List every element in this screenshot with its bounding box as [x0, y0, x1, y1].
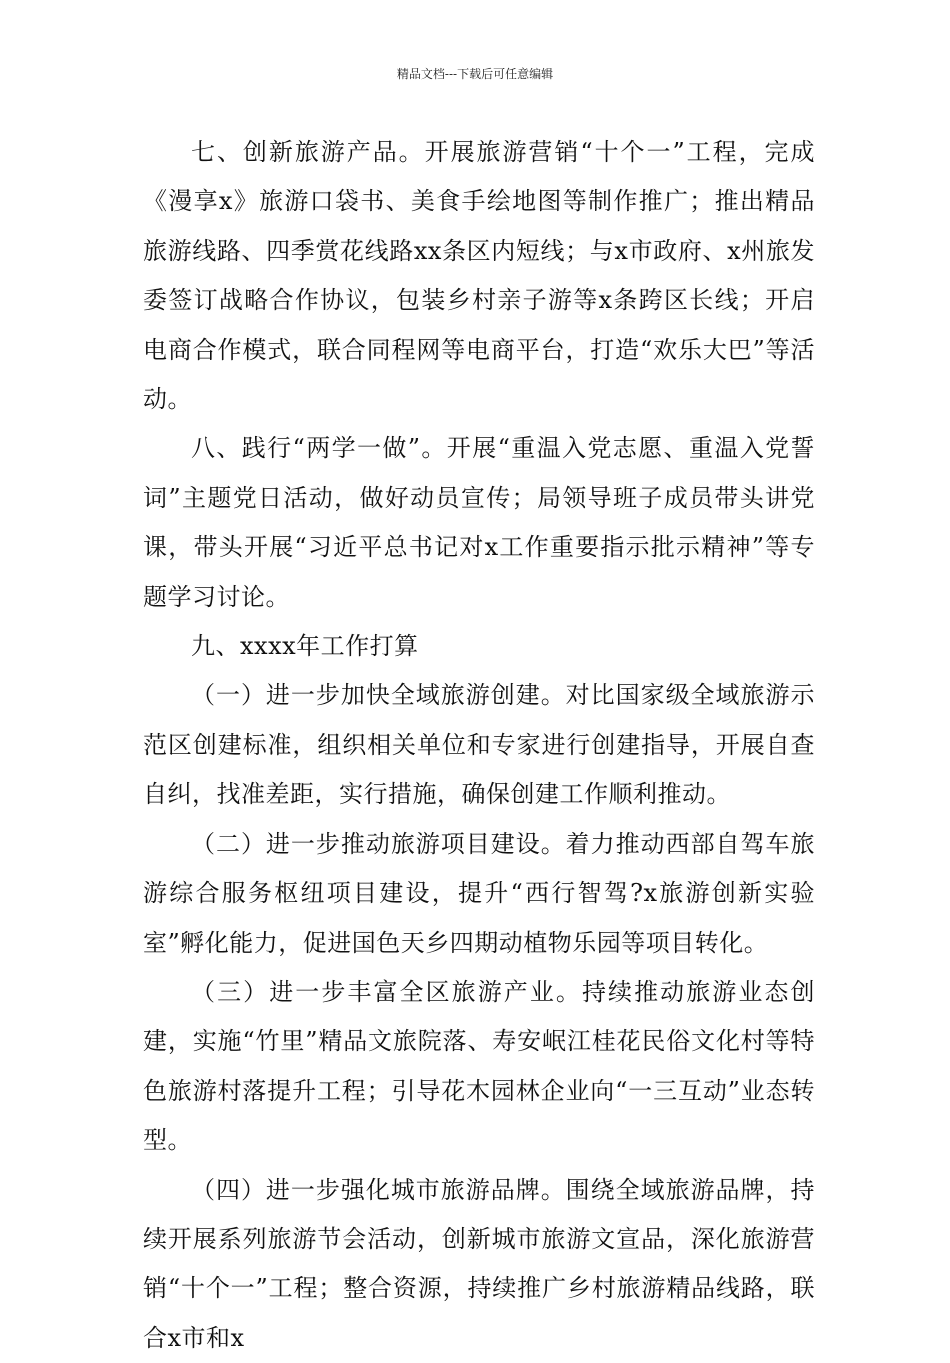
paragraph-section-8: 八、践行“两学一做”。开展“重温入党志愿、重温入党誓词”主题党日活动，做好动员宣传；局领导班子成员带头讲党课，带头开展“习近平总书记对x工作重要指示批示精神”等专题学习讨论。: [143, 434, 815, 611]
page-header: 精品文档---下载后可任意编辑: [396, 67, 554, 81]
document-body: [143, 128, 815, 1363]
paragraph-item-1: （一）进一步加快全域旅游创建。对比国家级全域旅游示范区创建标准，组织相关单位和专家进行创建指导，开展自查自纠，找准差距，实行措施，确保创建工作顺利推动。: [143, 681, 815, 809]
paragraph-item-2: （二）进一步推动旅游项目建设。着力推动西部自驾车旅游综合服务枢纽项目建设，提升“西行智驾?x旅游创新实验室”孵化能力，促进国色天乡四期动植物乐园等项目转化。: [143, 829, 815, 957]
paragraph-section-7: 七、创新旅游产品。开展旅游营销“十个一”工程，完成《漫享x》旅游口袋书、美食手绘地图等制作推广；推出精品旅游线路、四季赏花线路xx条区内短线；与x市政府、x州旅发委签订战略合作协议，包装乡村亲子游等x条跨区长线；开启电商合作模式，联合同程网等电商平台，打造“欢乐大巴”等活动。: [143, 138, 815, 414]
paragraph-item-3: （三）进一步丰富全区旅游产业。持续推动旅游业态创建，实施“竹里”精品文旅院落、寿安岷江桂花民俗文化村等特色旅游村落提升工程；引导花木园林企业向“一三互动”业态转型。: [143, 977, 815, 1155]
paragraph-item-4: （四）进一步强化城市旅游品牌。围绕全域旅游品牌，持续开展系列旅游节会活动，创新城市旅游文宣品，深化旅游营销“十个一”工程；整合资源，持续推广乡村旅游精品线路，联合x市和x: [143, 1175, 815, 1352]
paragraph-section-9-heading: 九、xxxx年工作打算: [191, 632, 419, 661]
